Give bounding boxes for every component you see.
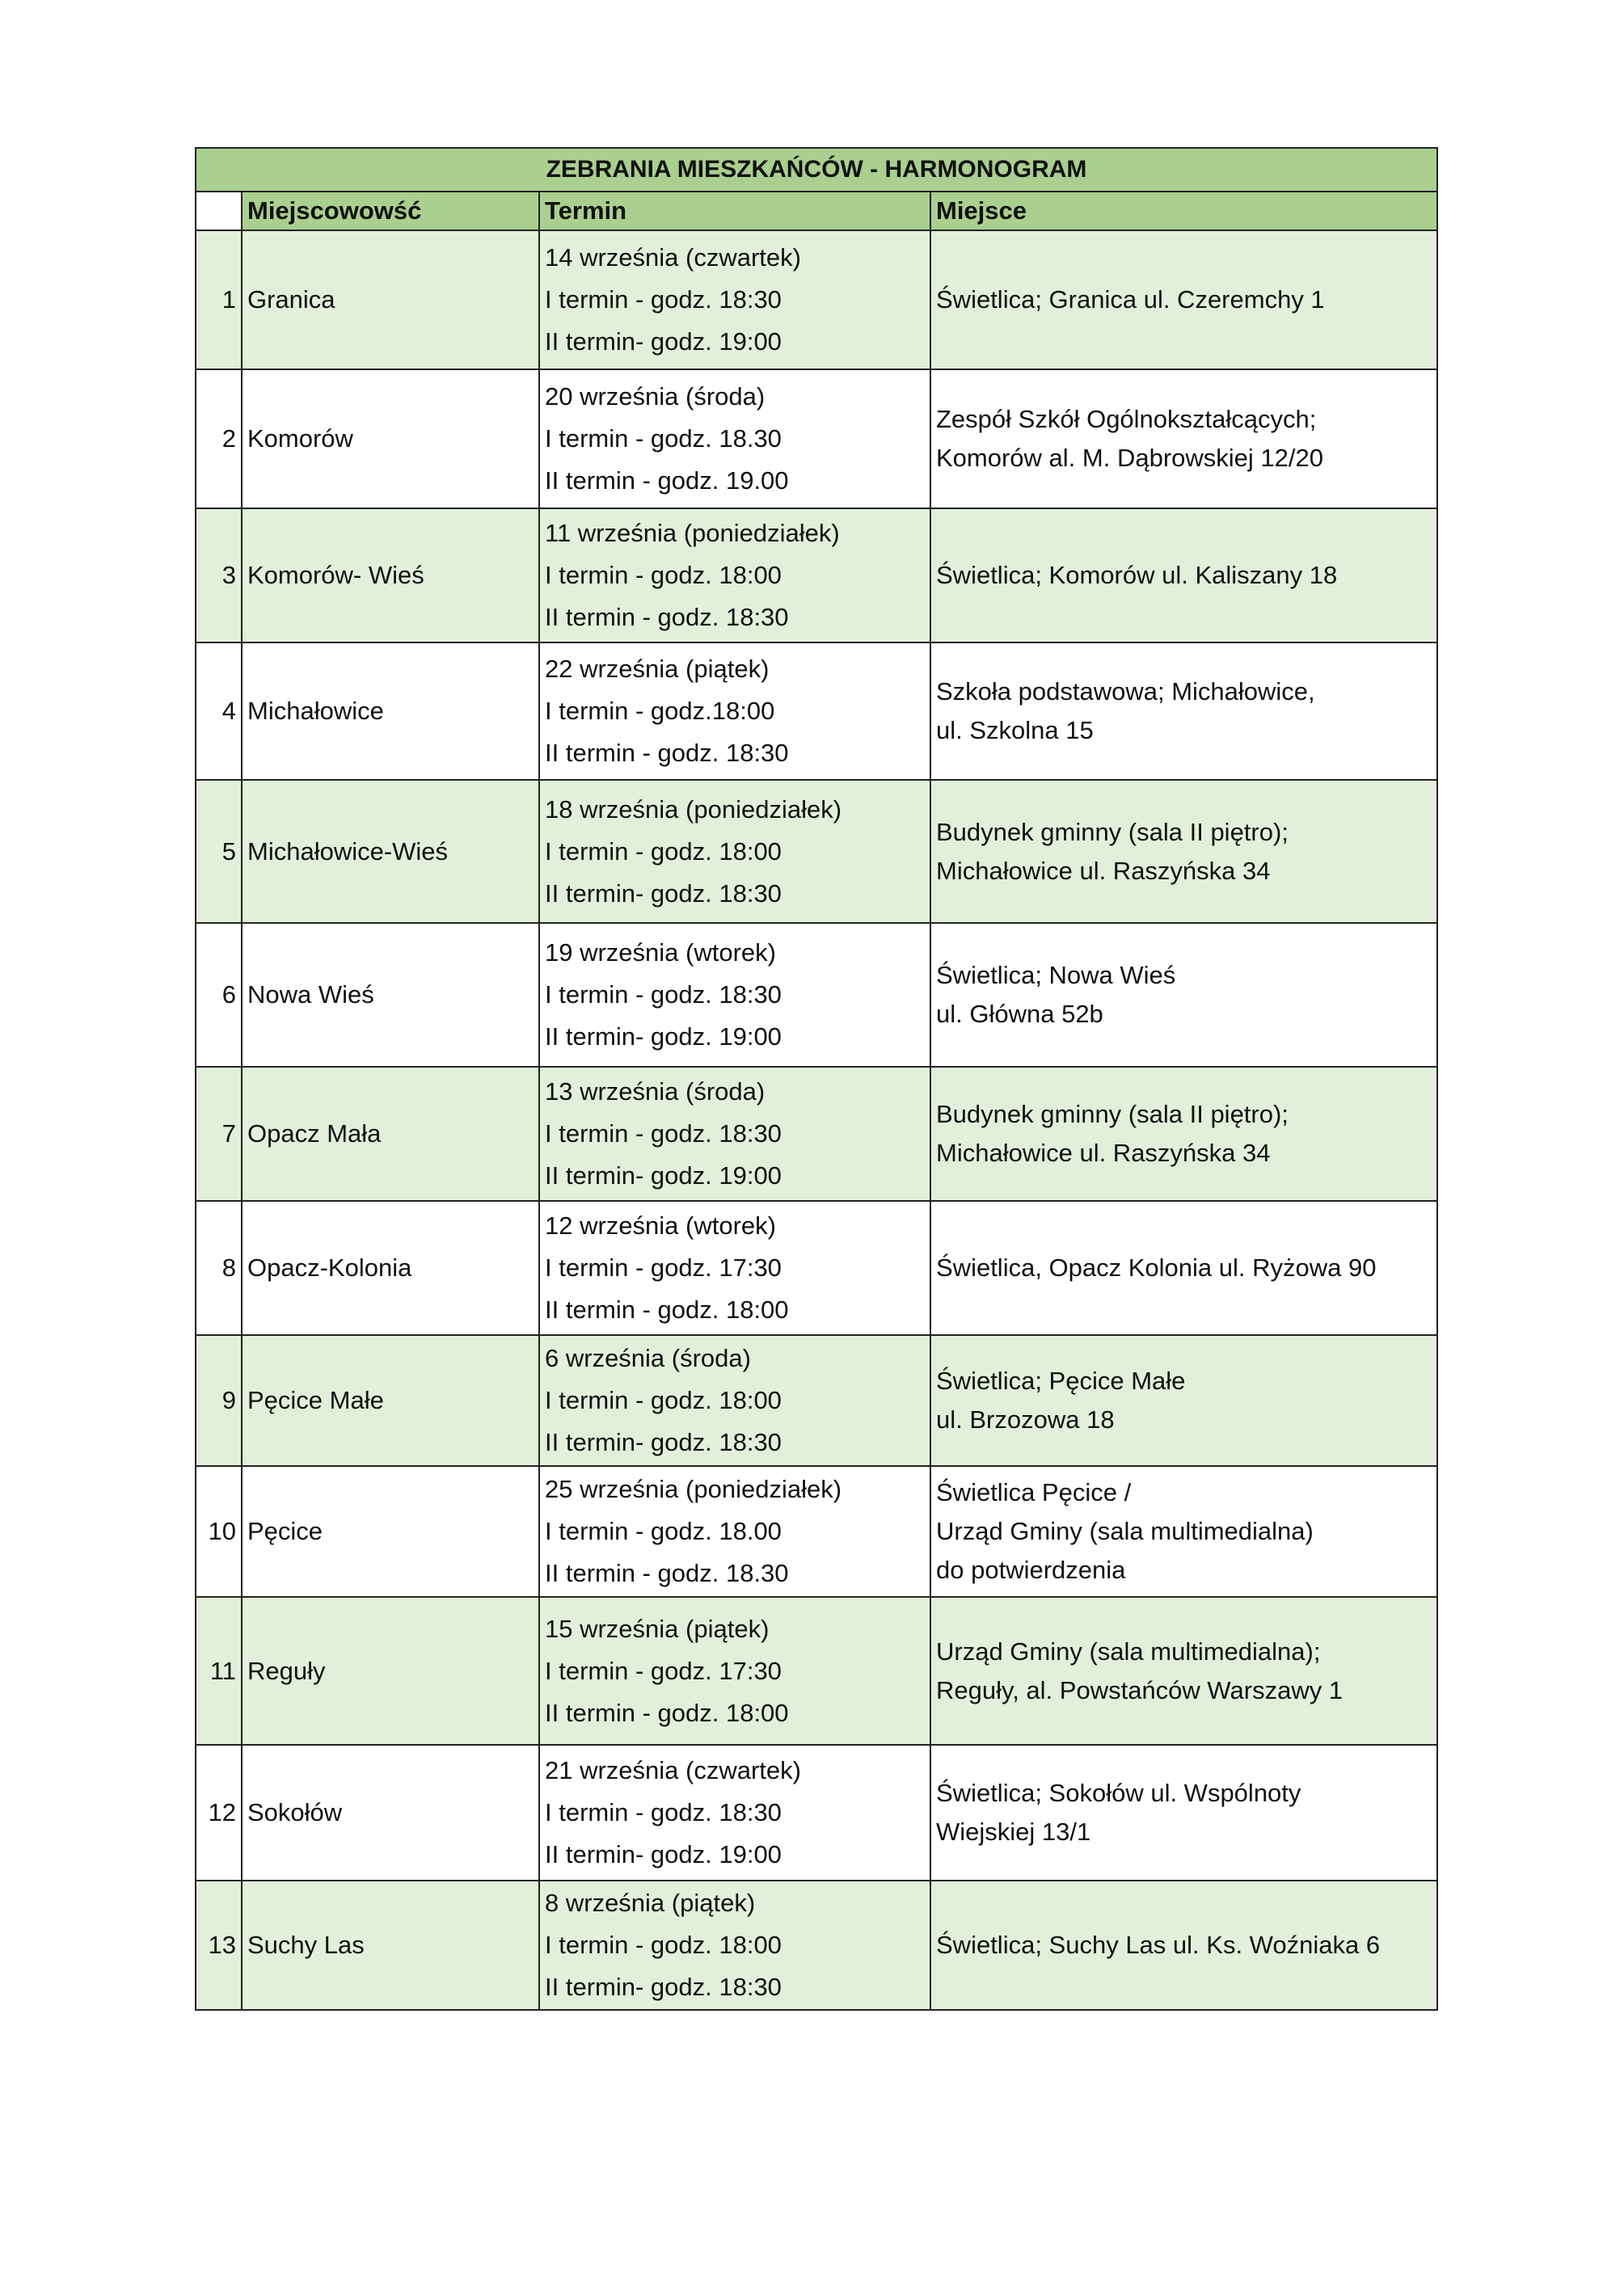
place-line: ul. Szkolna 15 [936, 716, 1094, 744]
place-line: ul. Główna 52b [936, 1000, 1103, 1028]
term-line: I termin - godz. 18:30 [545, 285, 782, 314]
table-row [196, 780, 1437, 923]
term-line: II termin - godz. 18.30 [545, 1559, 789, 1587]
table-row [196, 642, 1437, 780]
locality-cell: Granica [242, 230, 539, 369]
term-line: 12 września (wtorek) [545, 1211, 776, 1240]
table-title: ZEBRANIA MIESZKAŃCÓW - HARMONOGRAM [196, 148, 1437, 192]
term-line: I termin - godz. 18:30 [545, 1798, 782, 1826]
term-cell [539, 642, 930, 780]
table-row [196, 1597, 1437, 1745]
term-line: I termin - godz. 18.30 [545, 424, 782, 453]
row-number: 6 [196, 923, 242, 1067]
place-line: Świetlica; Granica ul. Czeremchy 1 [936, 285, 1325, 314]
term-line: I termin - godz. 17:30 [545, 1253, 782, 1282]
row-number: 12 [196, 1745, 242, 1881]
locality-cell: Suchy Las [242, 1881, 539, 2010]
term-cell [539, 780, 930, 923]
term-line: 21 września (czwartek) [545, 1756, 801, 1784]
place-line: Świetlica; Nowa Wieś [936, 961, 1176, 989]
term-line: I termin - godz. 18:00 [545, 836, 782, 866]
term-cell [539, 1597, 930, 1745]
term-line: 20 września (środa) [545, 382, 766, 411]
place-line: Budynek gminny (sala II piętro); [936, 817, 1289, 846]
place-cell [930, 923, 1437, 1067]
term-line: II termin- godz. 18:30 [545, 878, 782, 908]
term-line: 6 września (środa) [545, 1344, 751, 1372]
locality-cell: Opacz Mała [242, 1067, 539, 1201]
locality-cell: Pęcice Małe [242, 1335, 539, 1466]
row-number: 1 [196, 230, 242, 369]
locality-cell: Opacz-Kolonia [242, 1201, 539, 1335]
term-line: II termin- godz. 18:30 [545, 1428, 782, 1456]
table-row [196, 508, 1437, 642]
table-row [196, 1067, 1437, 1201]
place-cell [930, 1881, 1437, 2010]
term-line: II termin- godz. 19:00 [545, 1840, 782, 1868]
row-number: 10 [196, 1466, 242, 1597]
header-row [196, 192, 1437, 230]
header-place: Miejsce [930, 192, 1437, 230]
row-number: 8 [196, 1201, 242, 1335]
place-line: Świetlica; Sokołów ul. Wspólnoty [936, 1779, 1301, 1807]
term-line: II termin - godz. 18:30 [545, 603, 789, 631]
table-row [196, 369, 1437, 508]
place-cell [930, 1335, 1437, 1466]
place-line: Szkoła podstawowa; Michałowice, [936, 677, 1315, 706]
term-line: II termin - godz. 18:00 [545, 1698, 789, 1727]
place-line: Świetlica; Pęcice Małe [936, 1367, 1186, 1395]
schedule-table [195, 147, 1438, 2011]
place-line: Świetlica; Komorów ul. Kaliszany 18 [936, 561, 1338, 589]
term-line: II termin - godz. 19.00 [545, 466, 789, 495]
place-line: Urząd Gminy (sala multimedialna); [936, 1637, 1321, 1666]
header-num [196, 192, 242, 230]
table-row [196, 1201, 1437, 1335]
place-cell [930, 230, 1437, 369]
locality-cell: Komorów- Wieś [242, 508, 539, 642]
term-line: I termin - godz. 18:30 [545, 1119, 782, 1148]
place-cell [930, 1201, 1437, 1335]
term-line: I termin - godz. 18.00 [545, 1517, 782, 1545]
place-cell [930, 780, 1437, 923]
table-row [196, 1466, 1437, 1597]
place-line: Świetlica, Opacz Kolonia ul. Ryżowa 90 [936, 1253, 1377, 1282]
place-cell [930, 1745, 1437, 1881]
place-line: do potwierdzenia [936, 1556, 1126, 1584]
term-cell [539, 1201, 930, 1335]
row-number: 3 [196, 508, 242, 642]
term-cell [539, 1466, 930, 1597]
term-line: I termin - godz. 18:00 [545, 561, 782, 589]
term-cell [539, 1881, 930, 2010]
term-line: 14 września (czwartek) [545, 243, 801, 272]
place-line: Świetlica Pęcice / [936, 1478, 1132, 1506]
row-number: 4 [196, 642, 242, 780]
term-line: II termin - godz. 18:00 [545, 1295, 789, 1324]
place-cell [930, 1466, 1437, 1597]
locality-cell: Pęcice [242, 1466, 539, 1597]
row-number: 13 [196, 1881, 242, 2010]
term-line: II termin - godz. 18:30 [545, 739, 789, 767]
header-term: Termin [539, 192, 930, 230]
place-line: Michałowice ul. Raszyńska 34 [936, 1139, 1271, 1167]
table-row [196, 1881, 1437, 2010]
term-line: I termin - godz. 17:30 [545, 1656, 782, 1685]
term-line: II termin- godz. 19:00 [545, 327, 782, 356]
term-line: 25 września (poniedziałek) [545, 1475, 842, 1503]
place-cell [930, 508, 1437, 642]
term-cell [539, 230, 930, 369]
locality-cell: Nowa Wieś [242, 923, 539, 1067]
term-line: 8 września (piątek) [545, 1889, 756, 1917]
place-line: Wiejskiej 13/1 [936, 1818, 1091, 1846]
place-cell [930, 642, 1437, 780]
term-cell [539, 508, 930, 642]
place-cell [930, 1597, 1437, 1745]
row-number: 5 [196, 780, 242, 923]
place-line: Budynek gminny (sala II piętro); [936, 1100, 1289, 1128]
term-cell [539, 1745, 930, 1881]
locality-cell: Michałowice-Wieś [242, 780, 539, 923]
term-cell [539, 369, 930, 508]
place-line: Zespół Szkół Ogólnokształcących; [936, 405, 1317, 433]
table-row [196, 1745, 1437, 1881]
header-locality: Miejscowowść [242, 192, 539, 230]
term-line: II termin- godz. 19:00 [545, 1161, 782, 1190]
place-line: Świetlica; Suchy Las ul. Ks. Woźniaka 6 [936, 1931, 1381, 1959]
term-line: I termin - godz. 18:00 [545, 1931, 782, 1959]
term-line: II termin- godz. 19:00 [545, 1022, 782, 1051]
term-line: 22 września (piątek) [545, 655, 770, 683]
locality-cell: Sokołów [242, 1745, 539, 1881]
table-row [196, 1335, 1437, 1466]
term-line: 11 września (poniedziałek) [545, 519, 840, 547]
place-cell [930, 369, 1437, 508]
term-cell [539, 1335, 930, 1466]
place-line: Michałowice ul. Raszyńska 34 [936, 856, 1271, 885]
term-line: I termin - godz.18:00 [545, 697, 775, 725]
row-number: 11 [196, 1597, 242, 1745]
term-line: 15 września (piątek) [545, 1614, 770, 1643]
term-line: 19 września (wtorek) [545, 938, 776, 967]
place-cell [930, 1067, 1437, 1201]
place-line: Komorów al. M. Dąbrowskiej 12/20 [936, 444, 1323, 472]
term-line: I termin - godz. 18:30 [545, 980, 782, 1009]
term-line: 13 września (środa) [545, 1077, 766, 1106]
locality-cell: Reguły [242, 1597, 539, 1745]
locality-cell: Komorów [242, 369, 539, 508]
place-line: Reguły, al. Powstańców Warszawy 1 [936, 1675, 1343, 1704]
place-line: Urząd Gminy (sala multimedialna) [936, 1517, 1314, 1545]
place-line: ul. Brzozowa 18 [936, 1405, 1115, 1434]
term-cell [539, 1067, 930, 1201]
term-line: 18 września (poniedziałek) [545, 794, 842, 824]
row-number: 9 [196, 1335, 242, 1466]
locality-cell: Michałowice [242, 642, 539, 780]
table-row [196, 923, 1437, 1067]
table-row [196, 230, 1437, 369]
row-number: 7 [196, 1067, 242, 1201]
term-line: II termin- godz. 18:30 [545, 1973, 782, 2001]
term-line: I termin - godz. 18:00 [545, 1386, 782, 1414]
row-number: 2 [196, 369, 242, 508]
term-cell [539, 923, 930, 1067]
